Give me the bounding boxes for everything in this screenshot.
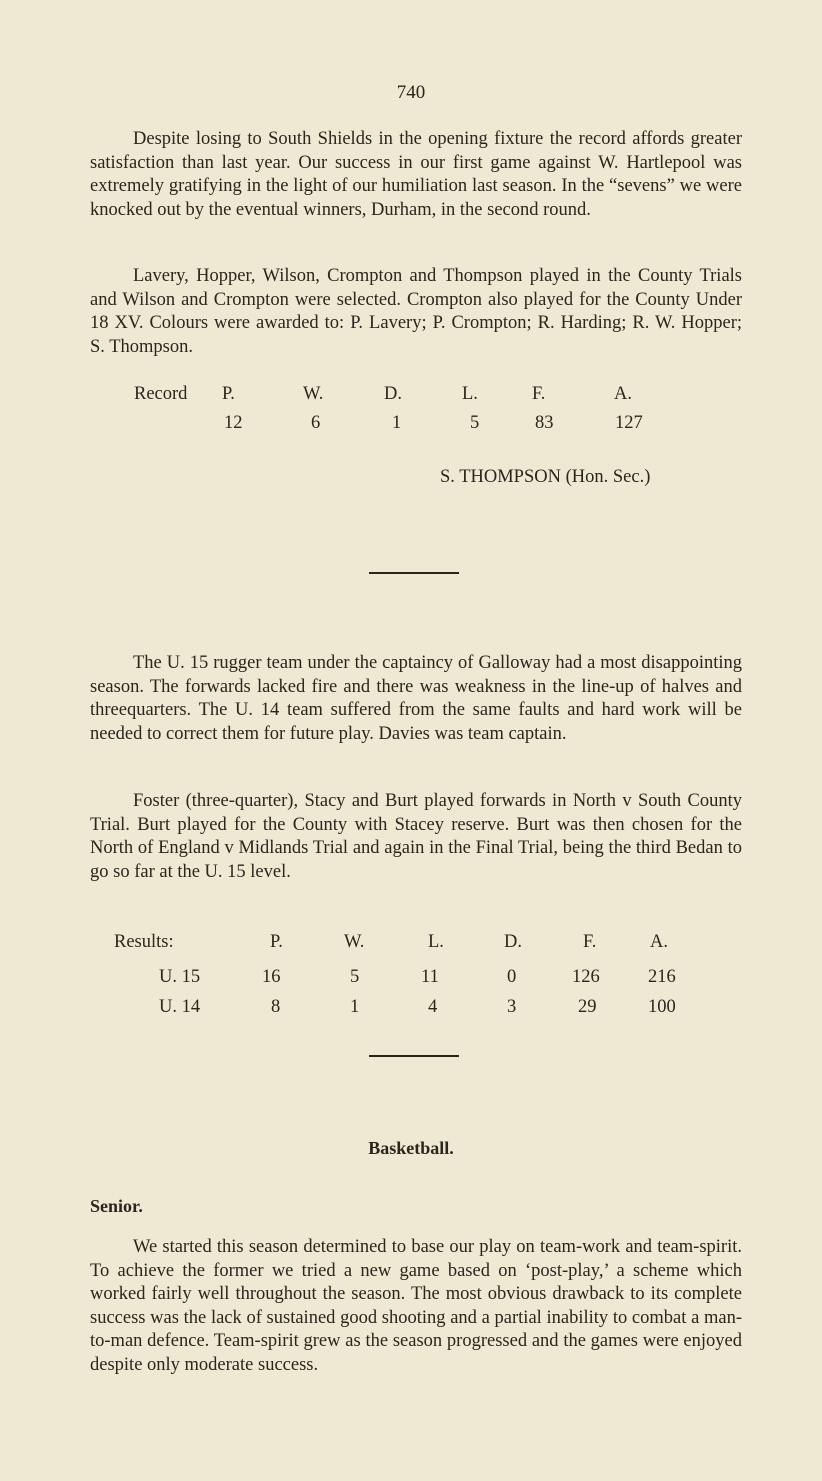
results-row-cell: 5	[350, 967, 360, 987]
results-row-cell: 29	[578, 997, 597, 1017]
results-row-cell: 11	[421, 967, 439, 987]
results-header-a: A.	[650, 932, 668, 952]
record-label: Record	[134, 384, 188, 404]
results-header-d: D.	[504, 932, 522, 952]
record-value-p: 12	[224, 413, 243, 433]
results-header-l: L.	[428, 932, 444, 952]
results-row-cell: 100	[648, 997, 676, 1017]
record-value-f: 83	[535, 413, 554, 433]
basketball-heading: Basketball.	[368, 1138, 454, 1158]
results-row-cell: 8	[271, 997, 281, 1017]
record-value-d: 1	[392, 413, 402, 433]
results-header-p: P.	[270, 932, 283, 952]
record-value-l: 5	[470, 413, 480, 433]
record-header-d: D.	[384, 384, 402, 404]
record-value-a: 127	[615, 413, 643, 433]
section-divider	[369, 1055, 459, 1057]
results-row-team: U. 15	[159, 967, 201, 987]
results-row-cell: 216	[648, 967, 676, 987]
signature: S. THOMPSON (Hon. Sec.)	[440, 467, 651, 487]
record-header-p: P.	[222, 384, 235, 404]
record-header-w: W.	[303, 384, 324, 404]
rugby-junior-paragraph-2: Foster (three-quarter), Stacy and Burt played forwards in North v South County Trial. Burt played for the County with Stacey reserve. Burt was then chosen for the North of England v Midlands Trial and again in the Final Trial, being the third Bedan to go so far at the U. 15 level.	[90, 791, 742, 882]
rugby-junior-paragraph-1: The U. 15 rugger team under the captaincy of Galloway had a most disappointing season. The forwards lacked fire and there was weakness in the line-up of halves and threequarters. The U. 14 team suffered from the same faults and hard work will be needed to correct them for future play. Davies was team captain.	[90, 653, 742, 744]
results-header-w: W.	[344, 932, 365, 952]
record-value-w: 6	[311, 413, 321, 433]
results-row-team: U. 14	[159, 997, 201, 1017]
senior-subheading: Senior.	[90, 1196, 143, 1216]
rugby-senior-paragraph-1: Despite losing to South Shields in the opening fixture the record affords greater satisfaction than last year. Our success in our first game against W. Hartlepool was extremely gratifying in the light of our humiliation last season. In the “sevens” we were knocked out by the eventual winners, Durham, in the second round.	[90, 129, 742, 220]
results-row-cell: 126	[572, 967, 600, 987]
results-header-f: F.	[583, 932, 597, 952]
rugby-senior-paragraph-2: Lavery, Hopper, Wilson, Crompton and Thompson played in the County Trials and Wilson and Crompton were selected. Crompton also played for the County Under 18 XV. Colours were awarded to: P. Lavery; P. Crompton; R. Harding; R. W. Hopper; S. Thompson.	[90, 266, 742, 357]
results-label: Results:	[114, 932, 174, 952]
results-row-cell: 1	[350, 997, 360, 1017]
results-row-cell: 0	[507, 967, 517, 987]
section-divider	[369, 572, 459, 574]
record-header-f: F.	[532, 384, 546, 404]
results-row-cell: 4	[428, 997, 438, 1017]
results-row-cell: 16	[262, 967, 281, 987]
results-row-cell: 3	[507, 997, 517, 1017]
record-header-l: L.	[462, 384, 478, 404]
basketball-paragraph: We started this season determined to base our play on team-work and team-spirit. To achieve the former we tried a new game based on ‘post-play,’ a scheme which worked fairly well throughout the season. The most obvious drawback to its complete success was the lack of sustained good shooting and a partial inability to combat a man-to-man defence. Team-spirit grew as the season progressed and the games were enjoyed despite only moderate success.	[90, 1237, 742, 1375]
page-number: 740	[396, 82, 426, 103]
record-header-a: A.	[614, 384, 632, 404]
